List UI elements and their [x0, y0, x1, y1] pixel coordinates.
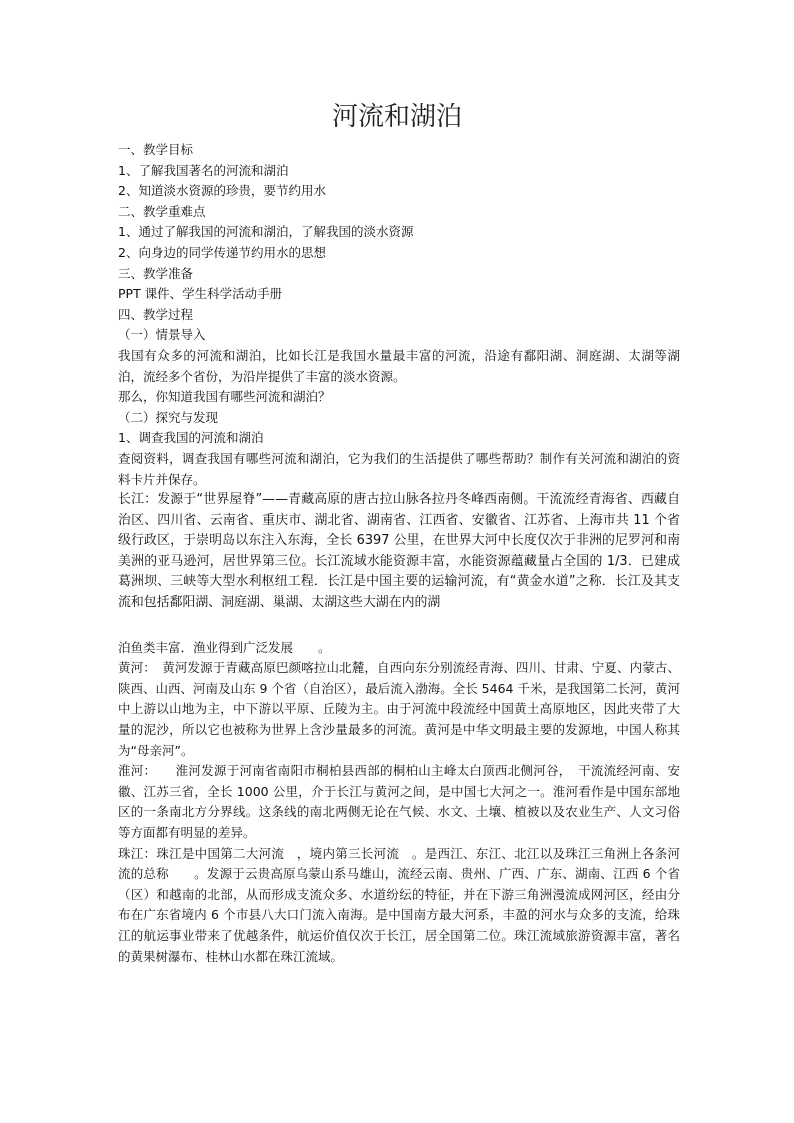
task-1-paragraph: 查阅资料，调查我国有哪些河流和湖泊，它为我们的生活提供了哪些帮助？制作有关河流和湖泊的资料卡片并保存。 [118, 450, 680, 487]
paragraph-gap [118, 614, 680, 638]
heading-process: 四、教学过程 [118, 306, 194, 322]
changjiang-paragraph: 长江：发源于“世界屋脊”——青藏高原的唐古拉山脉各拉丹冬峰西南侧。干流流经青海省、西藏自治区、四川省、云南省、重庆市、湖北省、湖南省、江西省、安徽省、江苏省、上海市共 11 个省级行政区，于崇明岛以东注入东海，全长 6397 公里，在世界大河中长度仅次于非洲的尼罗河和南美洲的亚马逊河，居世界第三位。长江流域水能资源丰富，水能资源蕴藏量占全国的 1/3．已建成葛洲坝、三峡等大型水利枢纽工程．长江是中国主要的运输河流，有“黄金水道”之称．长江及其支流和包括鄱阳湖、洞庭湖、巢湖、太湖这些大湖在内的湖 [118, 492, 680, 611]
heading-preparation: 三、教学准备 [118, 265, 194, 281]
task-1-heading: 1、调查我国的河流和湖泊 [118, 430, 264, 446]
huaihe-paragraph: 淮河： 淮河发源于河南省南阳市桐柏县西部的桐柏山主峰太白顶西北侧河谷， 干流流经河南、安徽、江苏三省，全长 1000 公里，介于长江与黄河之间，是中国七大河之一。淮河看作是中国东部地区的一条南北方分界线。这条线的南北两侧无论在气候、水文、土壤、植被以及农业生产、人文习俗等方面都有明显的差异。 [118, 763, 680, 840]
key-point-2: 2、向身边的同学传递节约用水的思想 [118, 244, 326, 260]
heading-key-points: 二、教学重难点 [118, 203, 206, 219]
heading-objectives: 一、教学目标 [118, 142, 194, 157]
zhujiang-paragraph: 珠江：珠江是中国第二大河流 ，境内第三长河流 。是西江、东江、北江以及珠江三角洲上各条河流的总称 。发源于云贵高原乌蒙山系马雄山，流经云南、贵州、广西、广东、湖南、江西 6 个省（区）和越南的北部，从而形成支流众多、水道纷纭的特征，并在下游三角洲漫流成网河区，经由分布在广东省境内 6 个市县八大口门流入南海。是中国南方最大河系，丰盈的河水与众多的支流，给珠江的航运事业带来了优越条件，航运价值仅次于长江，居全国第二位。珠江流域旅游资源丰富，著名的黄果树瀑布、桂林山水都在珠江流域。 [118, 845, 680, 964]
intro-paragraph: 我国有众多的河流和湖泊，比如长江是我国水量最丰富的河流，沿途有鄱阳湖、洞庭湖、太湖等湖泊，流经多个省份，为沿岸提供了丰富的淡水资源。 [118, 347, 680, 384]
changjiang-continuation: 泊鱼类丰富．渔业得到广泛发展 。 [118, 639, 331, 655]
intro-question: 那么，你知道我国有哪些河流和湖泊？ [118, 389, 331, 405]
page-title: 河流和湖泊 [331, 102, 462, 132]
subheading-intro: （一）情景导入 [118, 327, 206, 343]
preparation-items: PPT 课件、学生科学活动手册 [118, 286, 283, 302]
key-point-1: 1、通过了解我国的河流和湖泊，了解我国的淡水资源 [118, 224, 414, 240]
document-body [118, 140, 680, 967]
objective-1: 1、了解我国著名的河流和湖泊 [118, 162, 289, 178]
huanghe-paragraph: 黄河： 黄河发源于青藏高原巴颜喀拉山北麓，自西向东分别流经青海、四川、甘肃、宁夏、内蒙古、陕西、山西、河南及山东 9 个省（自治区），最后流入渤海。全长 5464 千米，是我国第二长河，黄河中上游以山地为主，中下游以平原、丘陵为主。由于河流中段流经中国黄土高原地区，因此夹带了大量的泥沙，所以它也被称为世界上含沙量最多的河流。黄河是中华文明最主要的发源地，中国人称其为“母亲河”。 [118, 660, 680, 758]
subheading-explore: （二）探究与发现 [118, 409, 219, 425]
objective-2: 2、知道淡水资源的珍贵，要节约用水 [118, 183, 326, 199]
